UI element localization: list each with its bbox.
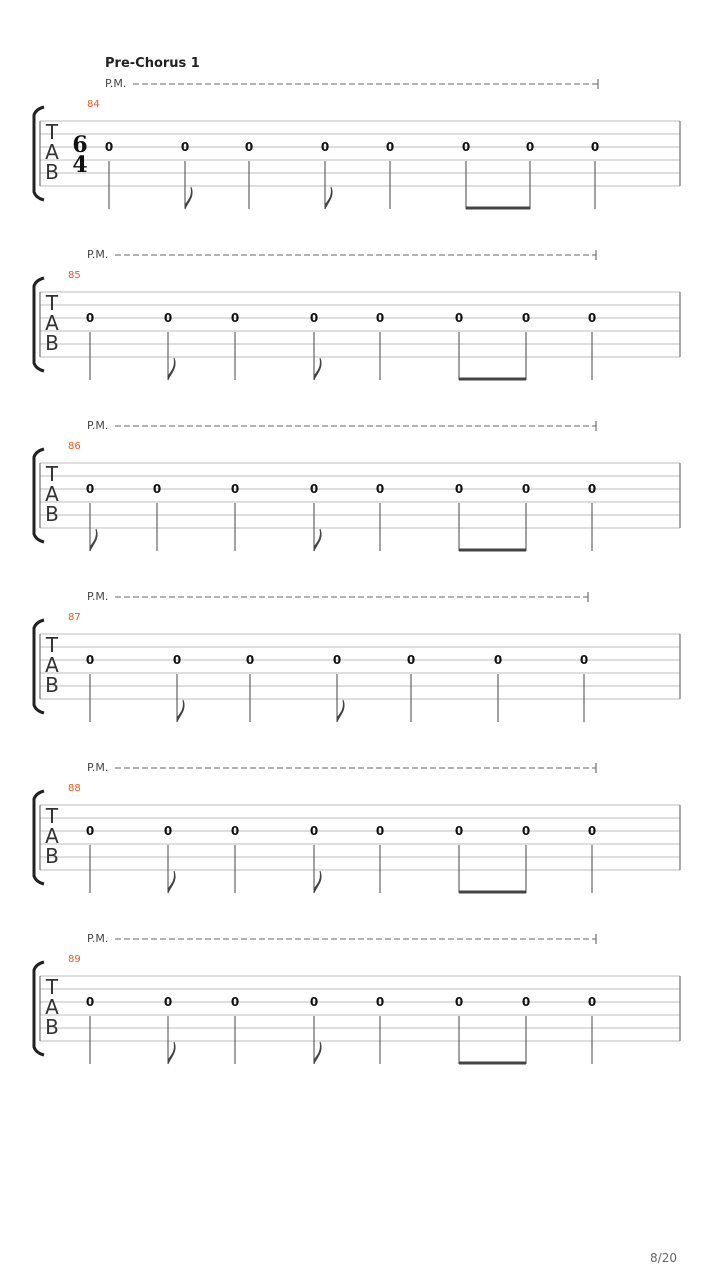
fret-number: 0 <box>587 824 597 838</box>
fret-number: 0 <box>375 482 385 496</box>
fret-number: 0 <box>245 653 255 667</box>
tab-clef-letter: T <box>45 120 59 144</box>
fret-number: 0 <box>493 653 503 667</box>
fret-number: 0 <box>309 995 319 1009</box>
tab-clef-letter: B <box>45 331 59 355</box>
fret-number: 0 <box>180 140 190 154</box>
bar-number: 88 <box>68 783 81 794</box>
tab-system-88 <box>34 761 680 893</box>
bar-number: 87 <box>68 612 81 623</box>
fret-number: 0 <box>590 140 600 154</box>
bar-number: 84 <box>87 99 100 110</box>
note-flag <box>168 358 175 380</box>
fret-number: 0 <box>85 824 95 838</box>
fret-number: 0 <box>521 311 531 325</box>
fret-number: 0 <box>454 482 464 496</box>
fret-number: 0 <box>525 140 535 154</box>
note-flag <box>314 1042 321 1064</box>
palm-mute-label: P.M. <box>87 248 109 261</box>
fret-number: 0 <box>85 995 95 1009</box>
fret-number: 0 <box>230 995 240 1009</box>
note-flag <box>314 871 321 893</box>
tab-clef-letter: B <box>45 1015 59 1039</box>
tab-clef-letter: A <box>45 140 59 164</box>
tab-clef-letter: A <box>45 653 59 677</box>
tab-clef-letter: T <box>45 975 59 999</box>
tab-clef-letter: T <box>45 462 59 486</box>
fret-number: 0 <box>521 824 531 838</box>
fret-number: 0 <box>521 482 531 496</box>
tab-system-84 <box>34 56 680 209</box>
fret-number: 0 <box>244 140 254 154</box>
tab-clef-letter: B <box>45 673 59 697</box>
fret-number: 0 <box>309 311 319 325</box>
fret-number: 0 <box>454 995 464 1009</box>
note-flag <box>90 529 97 551</box>
note-flag <box>168 871 175 893</box>
fret-number: 0 <box>375 995 385 1009</box>
bar-number: 89 <box>68 954 81 965</box>
section-title: Pre-Chorus 1 <box>105 56 200 71</box>
note-flag <box>185 187 192 209</box>
fret-number: 0 <box>163 824 173 838</box>
fret-number: 0 <box>172 653 182 667</box>
bar-number: 86 <box>68 441 81 452</box>
fret-number: 0 <box>85 653 95 667</box>
tab-clef-letter: B <box>45 502 59 526</box>
fret-number: 0 <box>385 140 395 154</box>
fret-number: 0 <box>461 140 471 154</box>
fret-number: 0 <box>375 311 385 325</box>
tab-clef-letter: T <box>45 291 59 315</box>
note-flag <box>337 700 344 722</box>
fret-number: 0 <box>521 995 531 1009</box>
fret-number: 0 <box>320 140 330 154</box>
fret-number: 0 <box>579 653 589 667</box>
fret-number: 0 <box>163 311 173 325</box>
palm-mute-label: P.M. <box>87 590 109 603</box>
tab-system-87 <box>34 590 680 722</box>
tab-clef-letter: T <box>45 633 59 657</box>
fret-number: 0 <box>587 995 597 1009</box>
note-flag <box>325 187 332 209</box>
fret-number: 0 <box>104 140 114 154</box>
tab-clef-letter: T <box>45 804 59 828</box>
palm-mute-label: P.M. <box>87 419 109 432</box>
page-number: 8/20 <box>650 1251 677 1265</box>
time-signature-bottom: 4 <box>72 152 88 178</box>
tab-clef-letter: A <box>45 995 59 1019</box>
fret-number: 0 <box>587 482 597 496</box>
fret-number: 0 <box>587 311 597 325</box>
tab-clef-letter: B <box>45 844 59 868</box>
tab-clef-letter: B <box>45 160 59 184</box>
tab-system-85 <box>34 248 680 380</box>
fret-number: 0 <box>454 311 464 325</box>
fret-number: 0 <box>85 311 95 325</box>
palm-mute-label: P.M. <box>87 932 109 945</box>
tab-clef-letter: A <box>45 482 59 506</box>
fret-number: 0 <box>230 482 240 496</box>
tab-system-86 <box>34 419 680 551</box>
fret-number: 0 <box>406 653 416 667</box>
fret-number: 0 <box>230 311 240 325</box>
tab-clef-letter: A <box>45 311 59 335</box>
fret-number: 0 <box>85 482 95 496</box>
fret-number: 0 <box>454 824 464 838</box>
note-flag <box>314 529 321 551</box>
fret-number: 0 <box>332 653 342 667</box>
tab-clef-letter: A <box>45 824 59 848</box>
time-signature-top: 6 <box>72 132 88 158</box>
fret-number: 0 <box>152 482 162 496</box>
fret-number: 0 <box>309 482 319 496</box>
palm-mute-label: P.M. <box>87 761 109 774</box>
tab-system-89 <box>34 932 680 1064</box>
bar-number: 85 <box>68 270 81 281</box>
fret-number: 0 <box>309 824 319 838</box>
note-flag <box>168 1042 175 1064</box>
note-flag <box>177 700 184 722</box>
fret-number: 0 <box>230 824 240 838</box>
fret-number: 0 <box>375 824 385 838</box>
note-flag <box>314 358 321 380</box>
fret-number: 0 <box>163 995 173 1009</box>
palm-mute-label: P.M. <box>105 77 127 90</box>
